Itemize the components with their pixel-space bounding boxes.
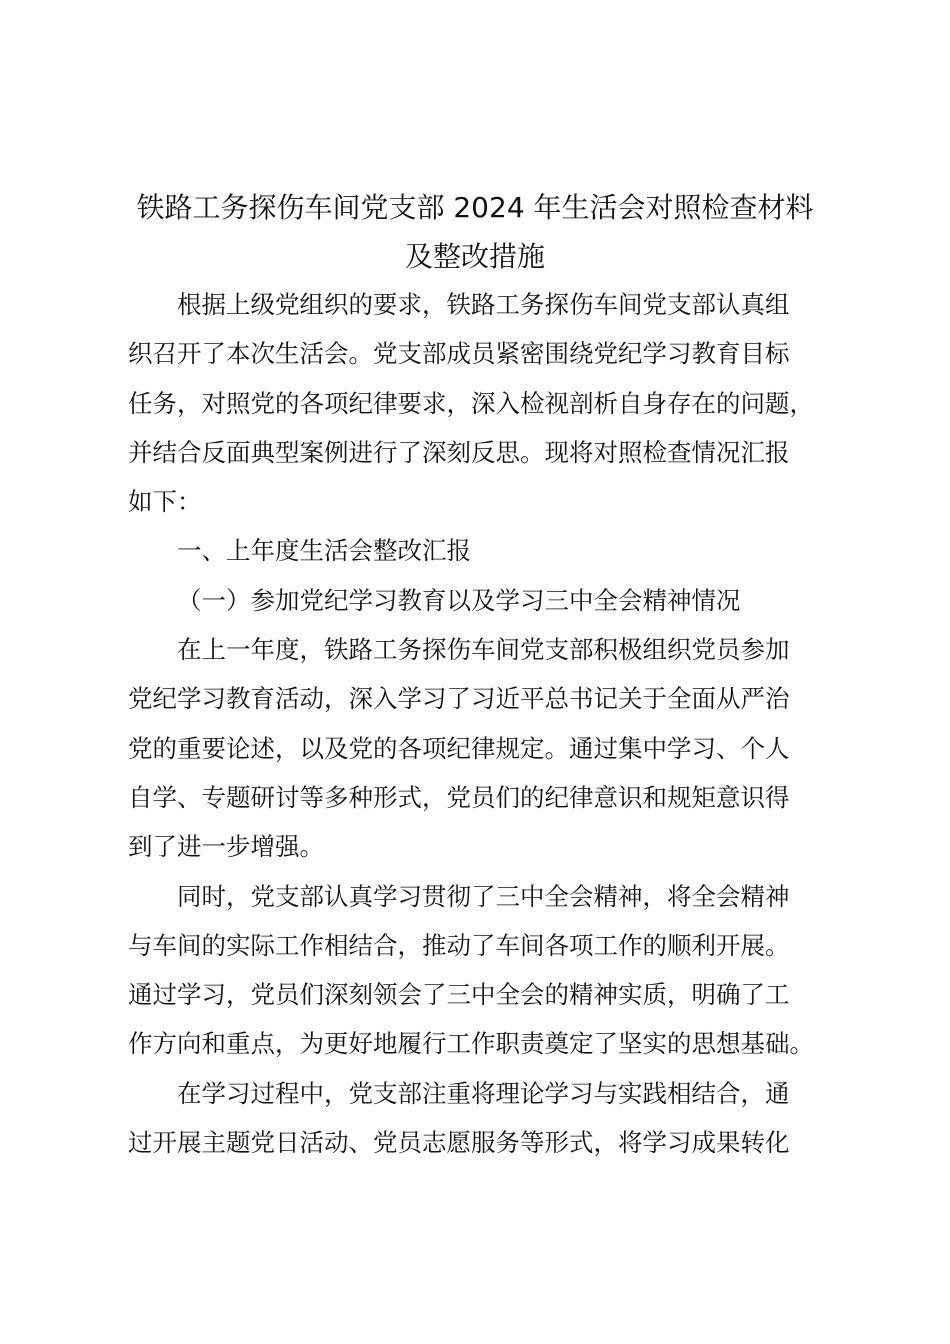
document-body: [128, 280, 834, 1167]
paragraph-line: 通过学习，党员们深刻领会了三中全会的精神实质，明确了工: [128, 980, 790, 1010]
paragraph-1: [128, 625, 834, 871]
section-heading-1: 一、上年度生活会整改汇报: [177, 536, 471, 566]
paragraph-line: 党纪学习教育活动，深入学习了习近平总书记关于全面从严治: [128, 684, 790, 714]
title-line-2: 及整改措施: [404, 240, 545, 273]
paragraph-line: 与车间的实际工作相结合，推动了车间各项工作的顺利开展。: [128, 930, 790, 960]
intro-line: 如下：: [128, 487, 202, 517]
paragraph-line: 自学、专题研讨等多种形式，党员们的纪律意识和规矩意识得: [128, 782, 790, 812]
document-title: [120, 183, 830, 281]
paragraph-2: [128, 872, 834, 1069]
paragraph-line: 党的重要论述，以及党的各项纪律规定。通过集中学习、个人: [128, 733, 790, 763]
intro-line: 织召开了本次生活会。党支部成员紧密围绕党纪学习教育目标: [128, 339, 790, 369]
intro-line: 任务，对照党的各项纪律要求，深入检视剖析自身存在的问题，: [128, 388, 814, 418]
intro-line: 根据上级党组织的要求，铁路工务探伤车间党支部认真组: [177, 290, 790, 319]
paragraph-3: [128, 1069, 834, 1168]
title-line-1: 铁路工务探伤车间党支部 2024 年生活会对照检查材料: [136, 191, 814, 224]
paragraph-line: 在学习过程中，党支部注重将理论学习与实践相结合，通: [177, 1078, 790, 1108]
intro-paragraph: [128, 280, 834, 526]
intro-line: 并结合反面典型案例进行了深刻反思。现将对照检查情况汇报: [128, 437, 790, 467]
paragraph-line: 在上一年度，铁路工务探伤车间党支部积极组织党员参加: [177, 635, 790, 665]
paragraph-line: 到了进一步增强。: [128, 832, 324, 862]
paragraph-line: 作方向和重点，为更好地履行工作职责奠定了坚实的思想基础。: [128, 1029, 814, 1059]
subsection-heading-1: （一）参加党纪学习教育以及学习三中全会精神情况: [177, 585, 741, 615]
paragraph-line: 同时，党支部认真学习贯彻了三中全会精神，将全会精神: [177, 881, 790, 911]
paragraph-line: 过开展主题党日活动、党员志愿服务等形式，将学习成果转化: [128, 1128, 790, 1158]
